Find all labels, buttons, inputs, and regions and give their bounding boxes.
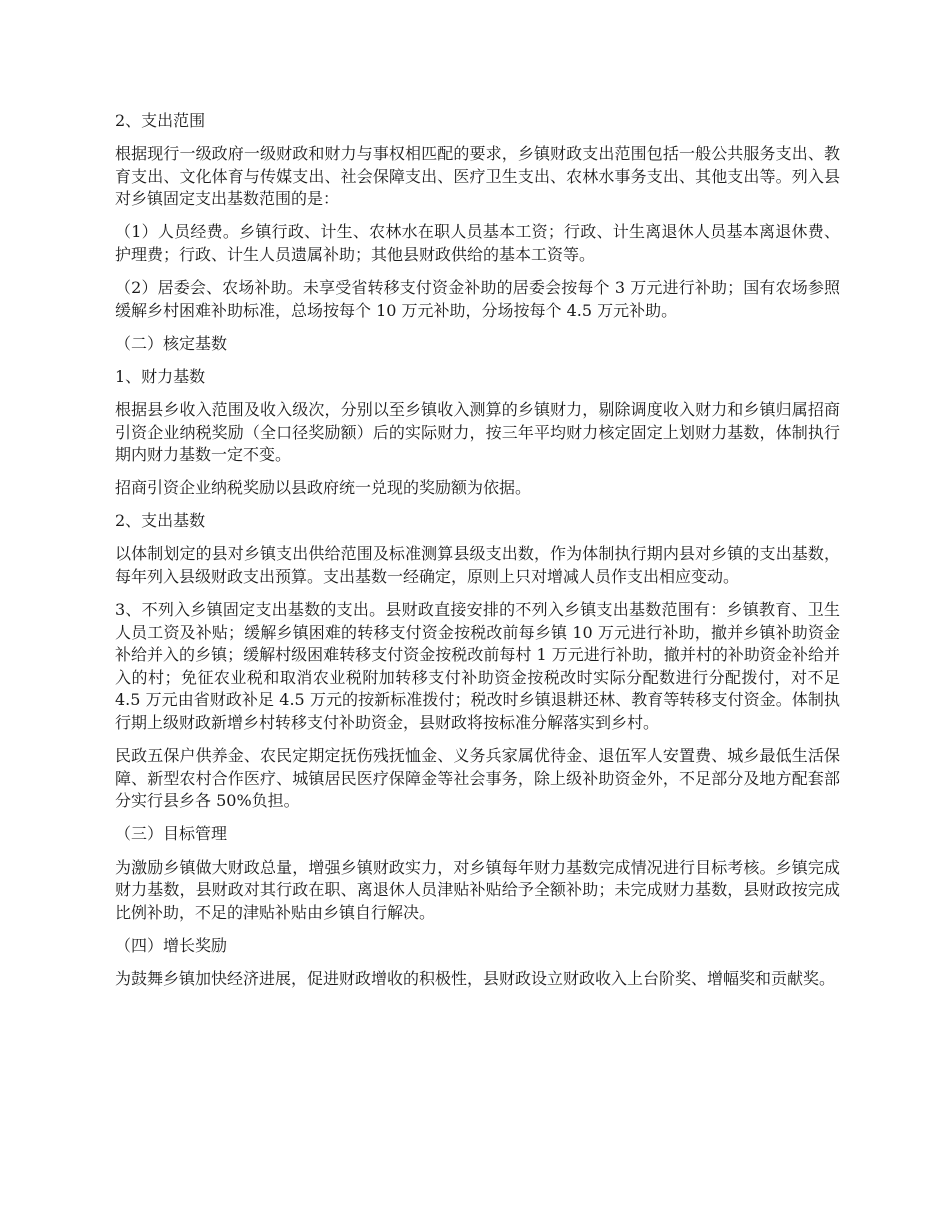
paragraph-financial-base: 根据县乡收入范围及收入级次，分别以至乡镇收入测算的乡镇财力，剔除调度收入财力和乡镇归属招商引资企业纳税奖励（全口径奖励额）后的实际财力，按三年平均财力核定固定上划财力基数，体制执行期内财力基数一定不变。	[115, 399, 840, 465]
section-heading-verify-base: （二）核定基数	[115, 333, 228, 353]
section-heading-target-management: （三）目标管理	[115, 824, 228, 844]
document-body	[115, 110, 840, 1001]
paragraph-personnel-funds: （1）人员经费。乡镇行政、计生、农林水在职人员基本工资；行政、计生离退休人员基本离退休费、护理费；行政、计生人员遗属补助；其他县财政供给的基本工资等。	[115, 222, 840, 264]
paragraph-growth-reward: 为鼓舞乡镇加快经济进展，促进财政增收的积极性，县财政设立财政收入上台阶奖、增幅奖和贡献奖。	[115, 968, 836, 988]
subheading-expenditure-base: 2、支出基数	[115, 511, 206, 531]
paragraph-expenditure-scope: 根据现行一级政府一级财政和财力与事权相匹配的要求，乡镇财政支出范围包括一般公共服务支出、教育支出、文化体育与传媒支出、社会保障支出、医疗卫生支出、农林水事务支出、其他支出等。列入县对乡镇固定支出基数范围的是：	[115, 144, 840, 209]
paragraph-investment-reward: 招商引资企业纳税奖励以县政府统一兑现的奖励额为依据。	[115, 478, 532, 498]
subheading-financial-base: 1、财力基数	[115, 366, 206, 386]
paragraph-committee-farm-subsidy: （2）居委会、农场补助。未享受省转移支付资金补助的居委会按每个 3 万元进行补助；国有农场参照缓解乡村困难补助标准，总场按每个 10 万元补助，分场按每个 4.5 万元补助。	[115, 278, 840, 320]
paragraph-target-management: 为激励乡镇做大财政总量，增强乡镇财政实力，对乡镇每年财力基数完成情况进行目标考核。乡镇完成财力基数，县财政对其行政在职、离退休人员津贴补贴给予全额补助；未完成财力基数，县财政按完成比例补助，不足的津贴补贴由乡镇自行解决。	[115, 857, 840, 922]
paragraph-civil-affairs: 民政五保户供养金、农民定期定抚伤残抚恤金、义务兵家属优待金、退伍军人安置费、城乡最低生活保障、新型农村合作医疗、城镇居民医疗保障金等社会事务，除上级补助资金外，不足部分及地方配套部分实行县乡各 50%负担。	[115, 746, 840, 811]
paragraph-expenditure-base: 以体制划定的县对乡镇支出供给范围及标准测算县级支出数，作为体制执行期内县对乡镇的支出基数，每年列入县级财政支出预算。支出基数一经确定，原则上只对增减人员作支出相应变动。	[115, 544, 840, 586]
paragraph-excluded-expenditure: 3、不列入乡镇固定支出基数的支出。县财政直接安排的不列入乡镇支出基数范围有：乡镇教育、卫生人员工资及补贴；缓解乡镇困难的转移支付资金按税改前每乡镇 10 万元进行补助，撤并乡镇补助资金补给并入的乡镇；缓解村级困难转移支付资金按税改前每村 1 万元进行补助，撤并村的补助资金补给并入的村；免征农业税和取消农业税附加转移支付补助资金按税改时实际分配数进行分配拨付，对不足 4.5 万元由省财政补足 4.5 万元的按新标准拨付；税改时乡镇退耕还林、教育等转移支付资金。体制执行期上级财政新增乡村转移支付补助资金，县财政将按标准分解落实到乡村。	[115, 600, 840, 733]
section-heading-expenditure-scope: 2、支出范围	[115, 111, 206, 130]
section-heading-growth-reward: （四）增长奖励	[115, 935, 228, 955]
